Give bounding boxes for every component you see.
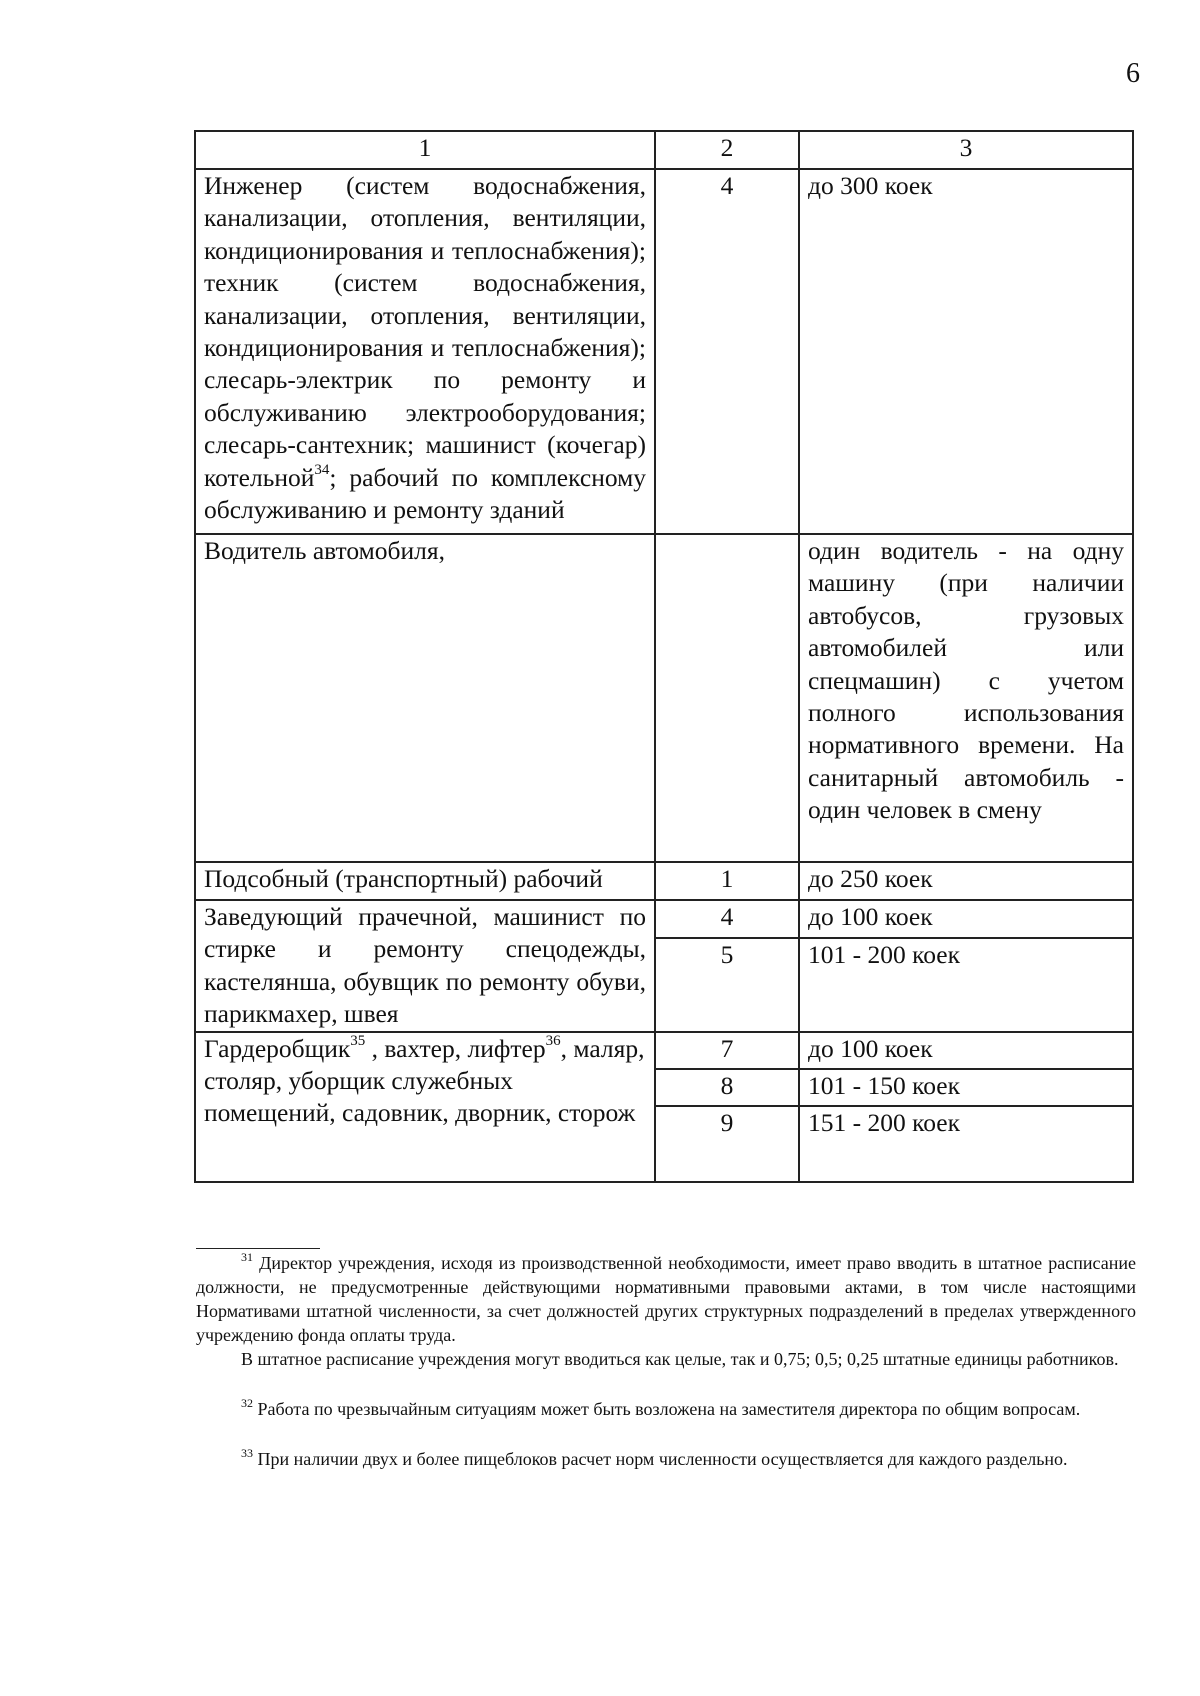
- position-cell: Подсобный (транспортный) рабочий: [195, 862, 655, 900]
- table-row: [195, 862, 1133, 900]
- table-row: [195, 169, 1133, 534]
- count-cell: 4: [655, 169, 799, 534]
- position-text: Инженер (систем водоснабжения, канализации, отопления, вентиляции, кондиционирования и теплоснабжения); техник (систем водоснабжения, канализации, отопления, вентиляции, кондиционирования и теплоснабжения); слесарь-электрик по ремонту и обслуживанию электрооборудования; слесарь-сантехник; машинист (кочегар) котельной: [204, 171, 646, 492]
- footnote-text: Директор учреждения, исходя из производственной необходимости, имеет право вводить в штатное расписание должности, не предусмотренные действующими нормативными правовыми актами, в том числе настоящими Нормативами штатной численности, за счет должностей других структурных подразделений в пределах утвержденного учреждению фонда оплаты труда.: [196, 1253, 1136, 1345]
- count-cell: 4: [655, 900, 799, 938]
- footnote-mark: 31: [241, 1250, 253, 1264]
- count-cell: [655, 534, 799, 862]
- table-row: [195, 900, 1133, 938]
- footnote-31: [196, 1251, 1136, 1347]
- page-number: 6: [1126, 58, 1140, 89]
- footnote-text: В штатное расписание учреждения могут вводиться как целые, так и 0,75; 0,5; 0,25 штатные единицы работников.: [241, 1349, 1119, 1369]
- position-text-tail: ; рабочий по комплексному обслуживанию и ремонту зданий: [204, 462, 646, 525]
- footnote-32: [196, 1397, 1136, 1421]
- count-cell: 1: [655, 862, 799, 900]
- condition-cell: до 300 коек: [799, 169, 1133, 534]
- condition-cell: до 100 коек: [799, 900, 1133, 938]
- count-cell: 8: [655, 1069, 799, 1106]
- condition-cell: 101 - 150 коек: [799, 1069, 1133, 1106]
- header-col-2: 2: [655, 131, 799, 169]
- condition-cell: 101 - 200 коек: [799, 938, 1133, 1031]
- footnote-ref: 34: [314, 462, 330, 479]
- header-col-3: 3: [799, 131, 1133, 169]
- count-cell: 9: [655, 1106, 799, 1182]
- footnote-mark: 32: [241, 1396, 253, 1410]
- footnote-ref: 36: [545, 1033, 561, 1050]
- staffing-norms-table: [194, 130, 1134, 1183]
- condition-cell: до 250 коек: [799, 862, 1133, 900]
- table-header-row: [195, 131, 1133, 169]
- header-col-1: 1: [195, 131, 655, 169]
- footnote-text: Работа по чрезвычайным ситуациям может быть возложена на заместителя директора по общим вопросам.: [253, 1399, 1081, 1419]
- position-text: Гардеробщик: [204, 1033, 351, 1063]
- footnote-33: [196, 1447, 1136, 1471]
- position-text: , маляр, столяр, уборщик служебных помещений, садовник, дворник, сторож: [204, 1033, 645, 1128]
- condition-cell: до 100 коек: [799, 1032, 1133, 1069]
- table-row: [195, 1032, 1133, 1069]
- position-cell: Заведующий прачечной, машинист по стирке и ремонту спецодежды, кастелянша, обувщик по ремонту обуви, парикмахер, швея: [195, 900, 655, 1032]
- count-cell: 5: [655, 938, 799, 1031]
- table-row: [195, 534, 1133, 862]
- position-cell: [195, 169, 655, 534]
- footnotes: [196, 1248, 1136, 1471]
- count-cell: 7: [655, 1032, 799, 1069]
- position-cell: Водитель автомобиля,: [195, 534, 655, 862]
- position-cell: [195, 1032, 655, 1182]
- position-text: , вахтер, лифтер: [365, 1033, 546, 1063]
- footnote-text: При наличии двух и более пищеблоков расчет норм численности осуществляется для каждого раздельно.: [253, 1449, 1068, 1469]
- footnote-31-continued: [196, 1347, 1136, 1371]
- footnote-mark: 33: [241, 1446, 253, 1460]
- condition-cell: один водитель - на одну машину (при наличии автобусов, грузовых автомобилей или спецмашин) с учетом полного использования нормативного времени. На санитарный автомобиль - один человек в смену: [799, 534, 1133, 862]
- condition-cell: 151 - 200 коек: [799, 1106, 1133, 1182]
- footnote-separator: [196, 1248, 320, 1249]
- footnote-ref: 35: [350, 1033, 366, 1050]
